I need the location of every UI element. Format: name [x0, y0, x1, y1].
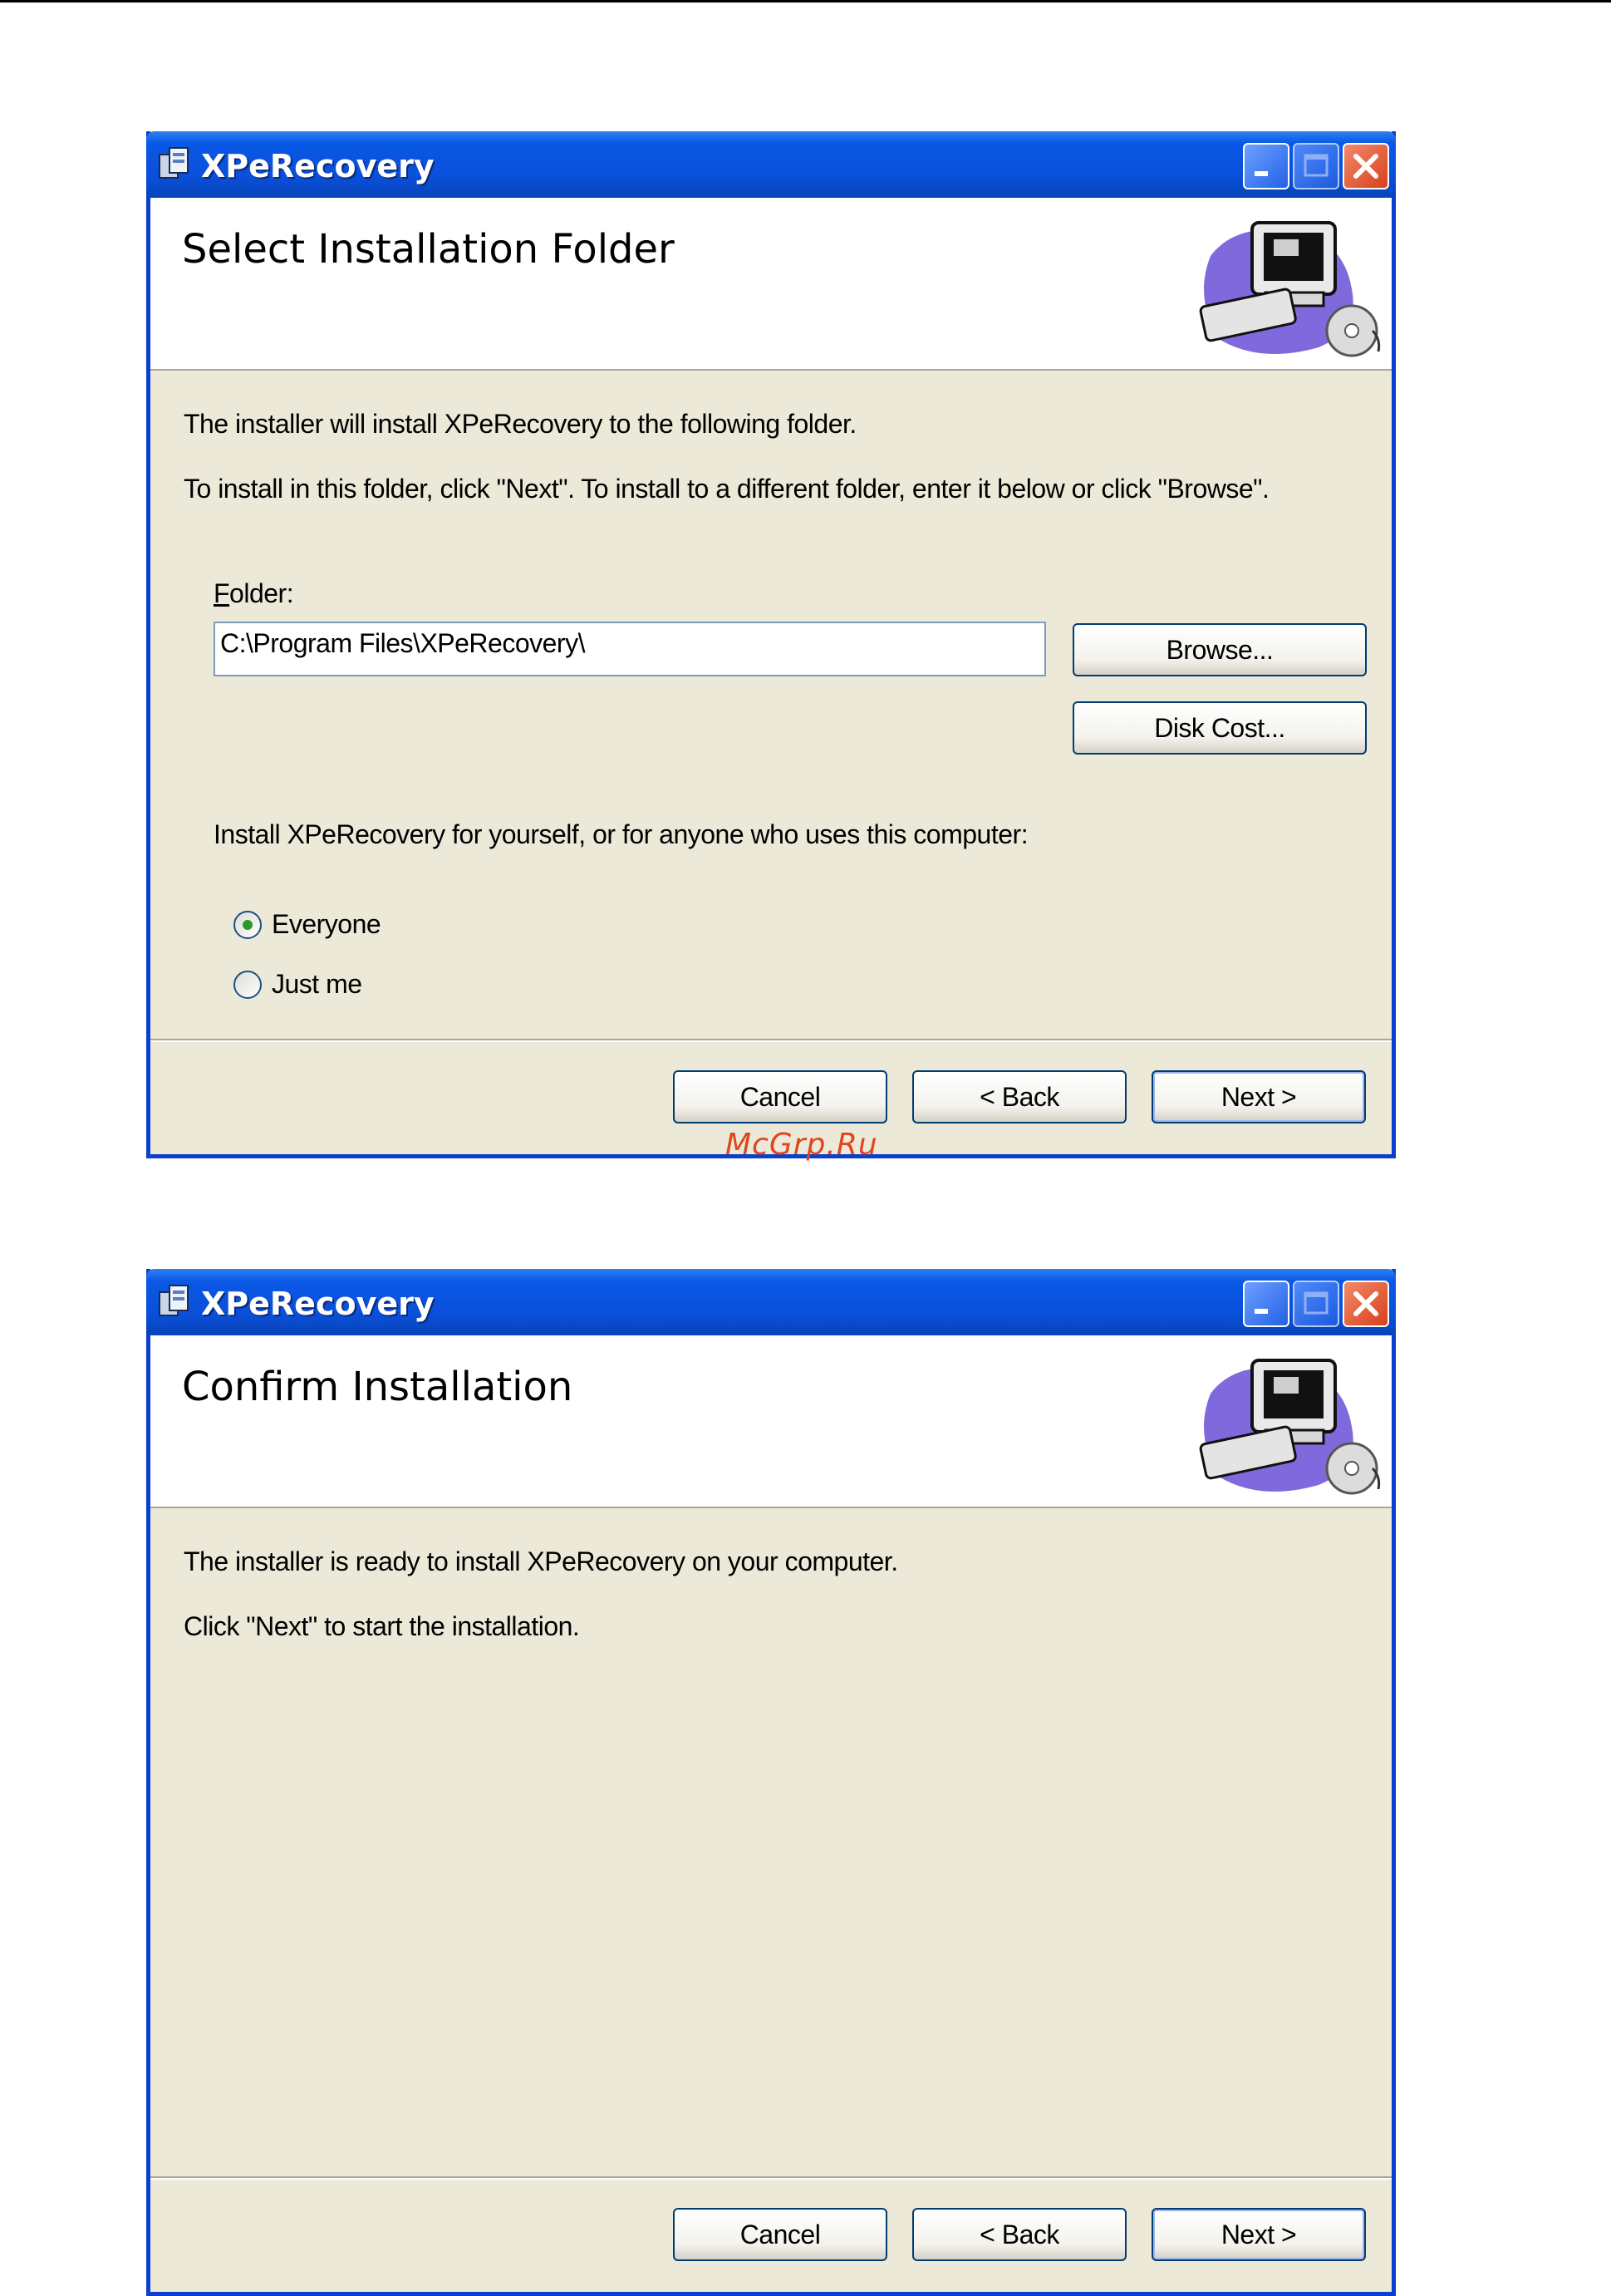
minimize-icon	[1245, 1282, 1288, 1325]
intro-text: The installer will install XPeRecovery to the following folder.	[184, 409, 857, 439]
close-icon	[1344, 1282, 1388, 1325]
folder-label	[214, 578, 293, 609]
just-me-radio[interactable]	[233, 971, 262, 999]
ready-text: The installer is ready to install XPeRecovery on your computer.	[184, 1546, 898, 1576]
next-button[interactable]: Next >	[1152, 2208, 1366, 2261]
close-button[interactable]	[1343, 143, 1389, 189]
page-top-rule	[0, 0, 1611, 2]
folder-path-input[interactable]: C:\Program Files\XPeRecovery\	[214, 622, 1046, 676]
back-button[interactable]: < Back	[912, 2208, 1127, 2261]
install-for-text: Install XPeRecovery for yourself, or for anyone who uses this computer:	[214, 819, 1029, 849]
computer-setup-icon	[1186, 1344, 1385, 1502]
minimize-button[interactable]	[1243, 1281, 1289, 1327]
page-title: Confirm Installation	[182, 1364, 573, 1410]
watermark: McGrp.Ru	[725, 1128, 878, 1162]
maximize-icon	[1294, 1282, 1338, 1325]
close-icon	[1344, 145, 1388, 188]
browse-button[interactable]: Browse...	[1073, 623, 1367, 676]
footer-divider	[150, 1039, 1392, 1042]
installer-app-icon	[156, 145, 193, 181]
maximize-button	[1293, 143, 1339, 189]
back-button[interactable]: < Back	[912, 1070, 1127, 1123]
next-button[interactable]: Next >	[1152, 1070, 1366, 1123]
everyone-radio[interactable]	[233, 911, 262, 939]
page-title: Select Installation Folder	[182, 226, 675, 273]
installer-app-icon	[156, 1282, 193, 1319]
window-title: XPeRecovery	[201, 1286, 435, 1322]
maximize-button	[1293, 1281, 1339, 1327]
everyone-label[interactable]: Everyone	[272, 909, 381, 939]
minimize-icon	[1245, 145, 1288, 188]
confirm-install-dialog	[146, 1269, 1396, 2296]
maximize-icon	[1294, 145, 1338, 188]
just-me-label[interactable]: Just me	[272, 969, 362, 999]
cancel-button[interactable]: Cancel	[673, 2208, 887, 2261]
title-bar[interactable]	[146, 131, 1396, 198]
computer-setup-icon	[1186, 206, 1385, 364]
folder-label-accelerator: F	[214, 578, 230, 608]
minimize-button[interactable]	[1243, 143, 1289, 189]
disk-cost-button[interactable]: Disk Cost...	[1073, 701, 1367, 755]
select-folder-dialog	[146, 131, 1396, 1158]
cancel-button[interactable]: Cancel	[673, 1070, 887, 1123]
radio-selected-dot	[243, 920, 253, 930]
folder-label-text: older:	[229, 578, 294, 608]
close-button[interactable]	[1343, 1281, 1389, 1327]
window-title: XPeRecovery	[201, 148, 435, 184]
instruction-text: Click "Next" to start the installation.	[184, 1611, 580, 1641]
title-bar[interactable]	[146, 1269, 1396, 1335]
instruction-text: To install in this folder, click "Next". To install to a different folder, enter it below or click "Browse".	[184, 474, 1270, 504]
dialog-header	[150, 198, 1392, 371]
footer-divider	[150, 2176, 1392, 2180]
dialog-header	[150, 1335, 1392, 1508]
